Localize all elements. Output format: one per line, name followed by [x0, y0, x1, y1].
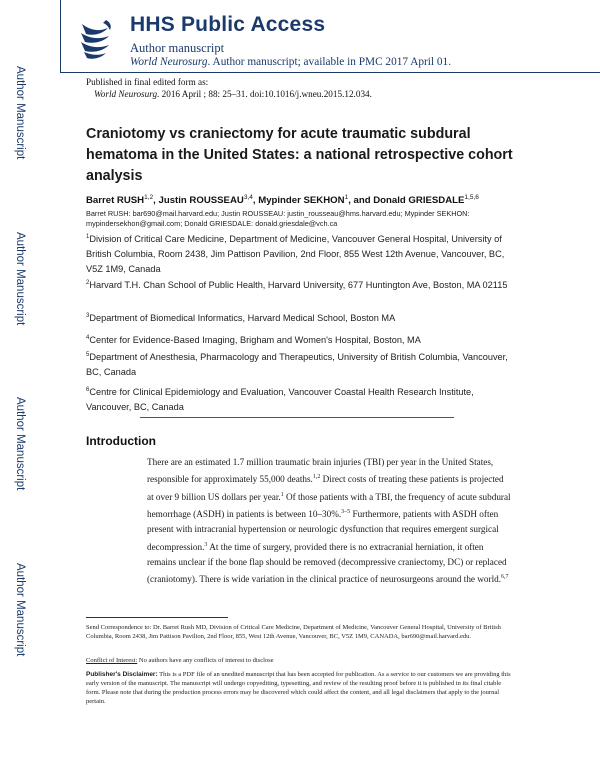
hhs-public-access-title: HHS Public Access — [130, 13, 326, 36]
header-horizontal-rule — [61, 72, 600, 73]
author-list: Barret RUSH$^{1,2}$, Justin ROUSSEAU$^{3,4}$, Mypinder SEKHON$^1$, and Donald GRIESDALE$^{1,5,6}$ — [86, 194, 479, 207]
citation — [86, 88, 372, 100]
affiliation: $^3$Department of Biomedical Informatics, Harvard Medical School, Boston MA — [86, 313, 396, 324]
citation-ref: 1,2 — [312, 474, 321, 481]
hhs-eagle-logo-icon — [76, 16, 114, 64]
author-name: Justin ROUSSEAU — [158, 195, 244, 207]
side-label-author-manuscript: Author Manuscript — [14, 397, 26, 491]
publication-info — [86, 76, 372, 100]
author-name: Donald GRIESDALE — [373, 195, 465, 207]
citation-ref: 1 — [280, 491, 284, 498]
coi-text: No authors have any conflicts of interest to disclose — [137, 657, 274, 664]
affiliation: $^2$Harvard T.H. Chan School of Public Health, Harvard University, 677 Huntington Ave, Boston, MA 02115 — [86, 280, 508, 291]
publisher-disclaimer — [86, 671, 516, 707]
citation-ref: 6,7 — [501, 574, 509, 581]
introduction-paragraph: There are an estimated 1.7 million traumatic brain injuries (TBI) per year in the United States, responsible for approximately 55,000 deaths.$^{1,2}$ Direct costs of treating these patients is projected at over 9 billion US dollars per year.$^1$ Of those patients with a TBI, the frequency of acute subdural hemorrhage (ASDH) in patients is between 10–30%.$^{3-5}$ Furthermore, patients with ASDH often present with intracranial hypertension or neurologic dysfunction that requires emergent surgical decompression.$^3$ At the time of surgery, provided there is no extracranial herniation, it often remains unclear if the bone flap should be removed (decompressive craniectomy, DC) or replaced (craniotomy). There is wide variation in the clinical practice of neurosurgeons around the world.$^{6,7}$ — [147, 457, 511, 585]
disclaimer-label: Publisher's Disclaimer: — [86, 671, 158, 678]
coi-label: Conflict of Interest: — [86, 657, 138, 664]
correspondence-note: Send Correspondence to: Dr. Barret Rush MD, Division of Critical Care Medicine, Department of Medicine, Vancouver General Hospital, University of British Columbia, Room 2438, Jim Pattison Pavilion, 2nd Floor, 855, West 12th Avenue, Vancouver, BC, V5Z 1M9, CANADA, bar690@mail.harvard.edu. — [86, 624, 501, 640]
side-label-author-manuscript: Author Manuscript — [14, 563, 26, 657]
disclaimer-text: This is a PDF file of an unedited manuscript that has been accepted for publication. As a service to our customers we are providing this early version of the manuscript. The manuscript will undergo copyediting, typesetting, and review of the resulting proof before it is published in its final citable form. Please note that during the production process errors may be discovered which could affect the content, and all legal disclaimers that apply to the journal pertain. — [86, 671, 511, 705]
affiliation-divider — [140, 417, 454, 418]
section-heading-introduction: Introduction — [86, 434, 156, 448]
side-label-author-manuscript: Author Manuscript — [14, 66, 26, 160]
citation-ref: 3 — [204, 541, 208, 548]
affiliation: $^4$Center for Evidence-Based Imaging, Brigham and Women's Hospital, Boston, MA — [86, 335, 421, 346]
citation-ref: 3–5 — [341, 509, 351, 516]
author-emails: Barret RUSH: bar690@mail.harvard.edu; Justin ROUSSEAU: justin_rousseau@hms.harvard.edu; Mypinder SEKHON: mypindersekhon@gmail.com; Donald GRIESDALE: donald.griesdale@vch.ca — [86, 209, 470, 228]
footnote-divider — [86, 617, 228, 618]
citation-details: . 2016 April ; 88: 25–31. doi:10.1016/j.wneu.2015.12.034. — [157, 89, 372, 99]
author-affiliation-sup: 1,2 — [144, 194, 154, 201]
published-label: Published in final edited form as: — [86, 77, 209, 87]
author-affiliation-sup: 1,5,6 — [464, 194, 479, 201]
availability-line — [130, 56, 451, 68]
header-vertical-rule — [60, 0, 61, 73]
author-manuscript-subtitle: Author manuscript — [130, 41, 225, 55]
side-label-author-manuscript: Author Manuscript — [14, 232, 26, 326]
author-affiliation-sup: 1 — [344, 194, 349, 201]
author-name: Barret RUSH — [86, 195, 145, 207]
affiliation: $^6$Centre for Clinical Epidemiology and Evaluation, Vancouver Coastal Health Research Institute, Vancouver, BC, Canada — [86, 387, 474, 413]
citation-journal: World Neurosurg — [94, 89, 158, 99]
conflict-of-interest-note — [86, 656, 516, 665]
author-affiliation-sup: 3,4 — [243, 194, 253, 201]
affiliation: $^1$Division of Critical Care Medicine, Department of Medicine, Vancouver General Hospital, University of British Columbia, Room 2438, Jim Pattison Pavilion, 2nd Floor, 855 West 12th Avenue, Vancouver, BC, V5Z 1M9, Canada — [86, 234, 505, 275]
affiliation: $^5$Department of Anesthesia, Pharmacology and Therapeutics, University of British Columbia, Vancouver, BC, Canada — [86, 352, 508, 378]
article-title: Craniotomy vs craniectomy for acute traumatic subdural hematoma in the United States: a national retrospective cohort analysis — [86, 126, 513, 184]
journal-name: World Neurosurg — [130, 56, 208, 68]
author-name: Mypinder SEKHON — [258, 195, 345, 207]
availability-text: . Author manuscript; available in PMC 2017 April 01. — [207, 56, 452, 68]
